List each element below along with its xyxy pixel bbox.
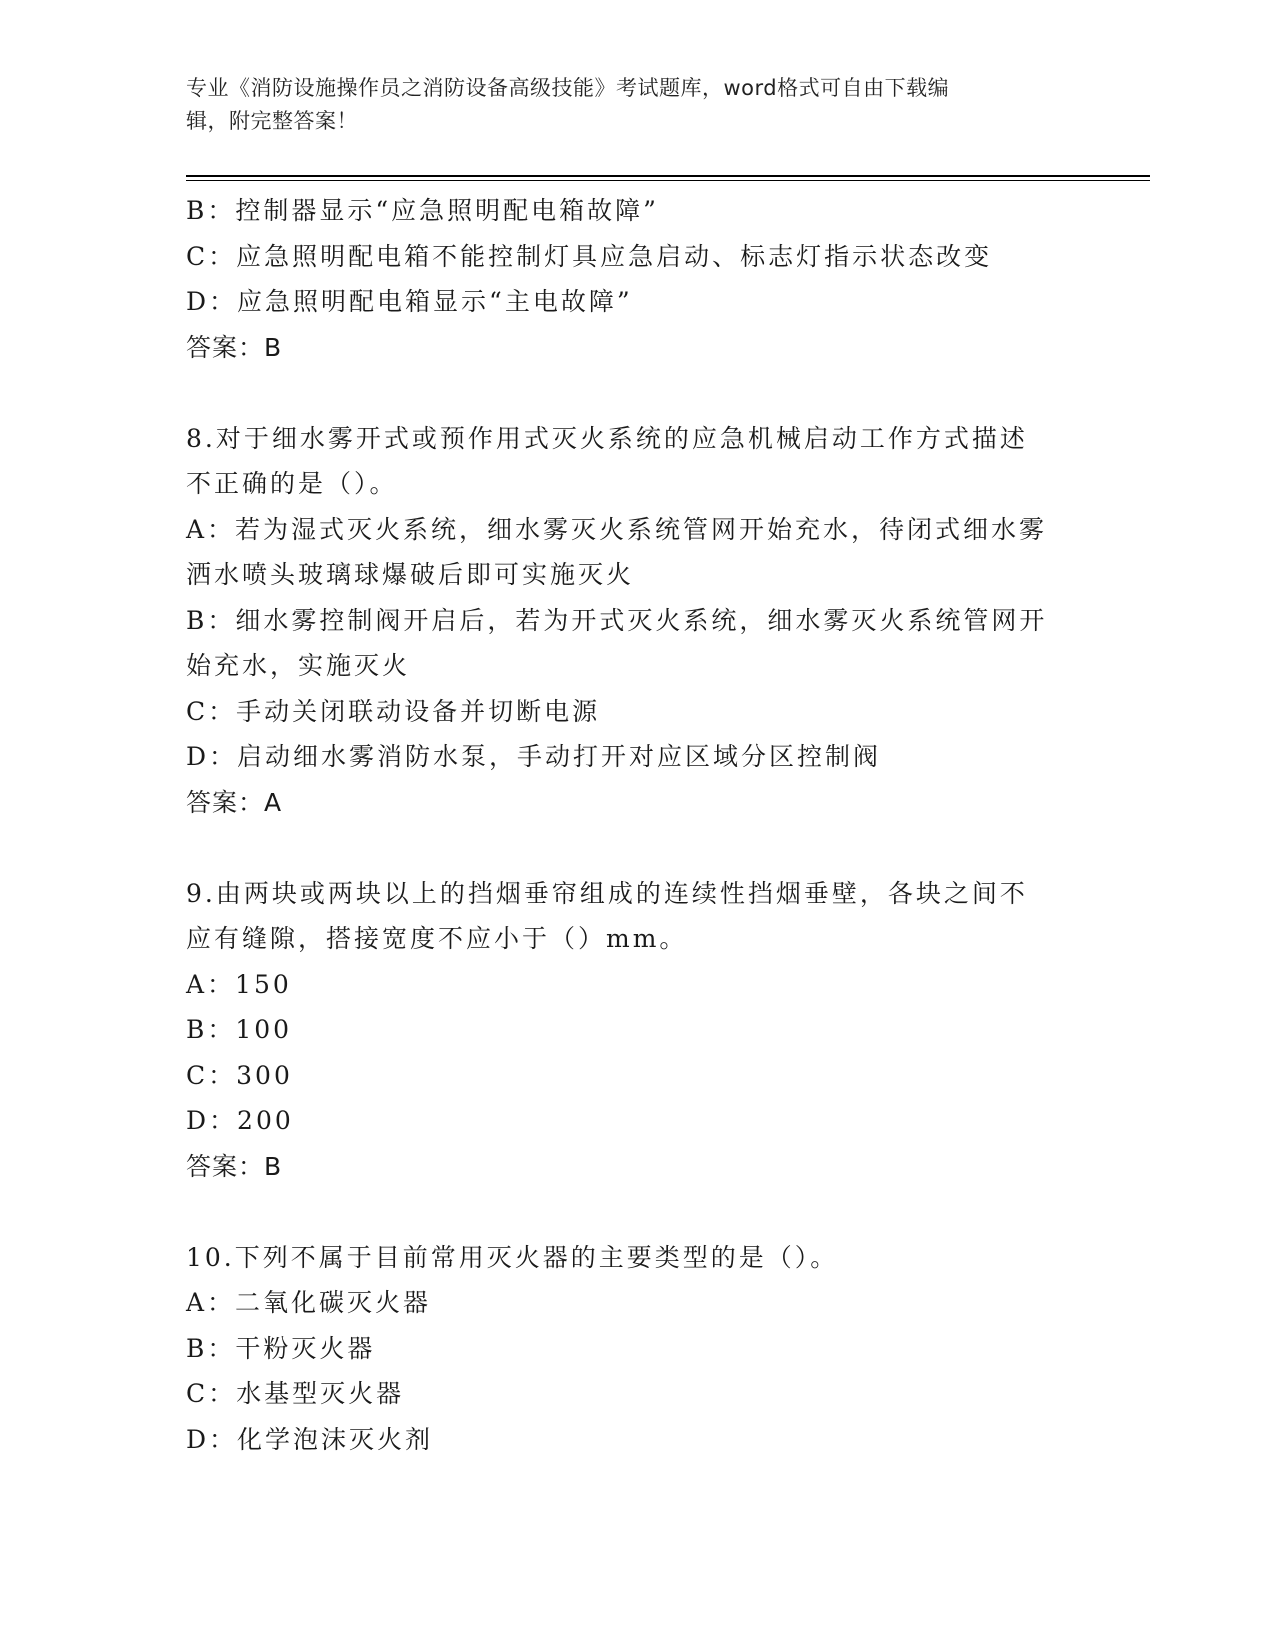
option-a: A：若为湿式灭火系统，细水雾灭火系统管网开始充水，待闭式细水雾 xyxy=(186,514,1048,544)
option-d: D：化学泡沫灭火剂 xyxy=(186,1424,434,1454)
option-c: C：300 xyxy=(186,1060,293,1090)
option-b: B：控制器显示“应急照明配电箱故障” xyxy=(186,196,659,225)
option-a-cont: 洒水喷头玻璃球爆破后即可实施灭火 xyxy=(186,560,635,589)
option-b: B：100 xyxy=(186,1015,293,1044)
option-b: B：干粉灭火器 xyxy=(186,1333,376,1363)
option-c: C：手动关闭联动设备并切断电源 xyxy=(186,696,601,726)
header-divider-thin xyxy=(186,180,1150,181)
answer: 答案：A xyxy=(186,787,283,817)
option-b: B：细水雾控制阀开启后，若为开式灭火系统，细水雾灭火系统管网开 xyxy=(186,605,1048,635)
question-9 xyxy=(186,871,1086,1190)
header-line-1: 专业《消防设施操作员之消防设备高级技能》考试题库，word格式可自由下载编 xyxy=(186,76,950,100)
answer: 答案：B xyxy=(186,1151,283,1181)
option-a: A：二氧化碳灭火器 xyxy=(186,1288,432,1317)
header-line-2: 辑，附完整答案！ xyxy=(186,109,358,133)
document-header xyxy=(186,72,1066,138)
header-divider-thick xyxy=(186,175,1150,177)
spacer xyxy=(186,370,1086,416)
spacer xyxy=(186,825,1086,871)
question-stem: 9.由两块或两块以上的挡烟垂帘组成的连续性挡烟垂壁，各块之间不 xyxy=(186,878,1028,908)
option-d: D：启动细水雾消防水泵，手动打开对应区域分区控制阀 xyxy=(186,742,882,771)
spacer xyxy=(186,1189,1086,1235)
option-c: C：水基型灭火器 xyxy=(186,1379,405,1408)
option-d: D：应急照明配电箱显示“主电故障” xyxy=(186,287,633,316)
question-7 xyxy=(186,188,1086,370)
question-stem: 10.下列不属于目前常用灭火器的主要类型的是（）。 xyxy=(186,1242,839,1272)
answer: 答案：B xyxy=(186,332,283,362)
question-8 xyxy=(186,416,1086,826)
question-stem: 应有缝隙，搭接宽度不应小于（）mm。 xyxy=(186,924,688,953)
question-stem: 8.对于细水雾开式或预作用式灭火系统的应急机械启动工作方式描述 xyxy=(186,423,1028,453)
question-10 xyxy=(186,1235,1086,1463)
option-d: D：200 xyxy=(186,1106,294,1135)
question-stem: 不正确的是（）。 xyxy=(186,469,398,498)
option-c: C：应急照明配电箱不能控制灯具应急启动、标志灯指示状态改变 xyxy=(186,241,993,271)
option-a: A：150 xyxy=(186,969,292,999)
question-list xyxy=(186,188,1086,1462)
option-b-cont: 始充水，实施灭火 xyxy=(186,651,411,680)
